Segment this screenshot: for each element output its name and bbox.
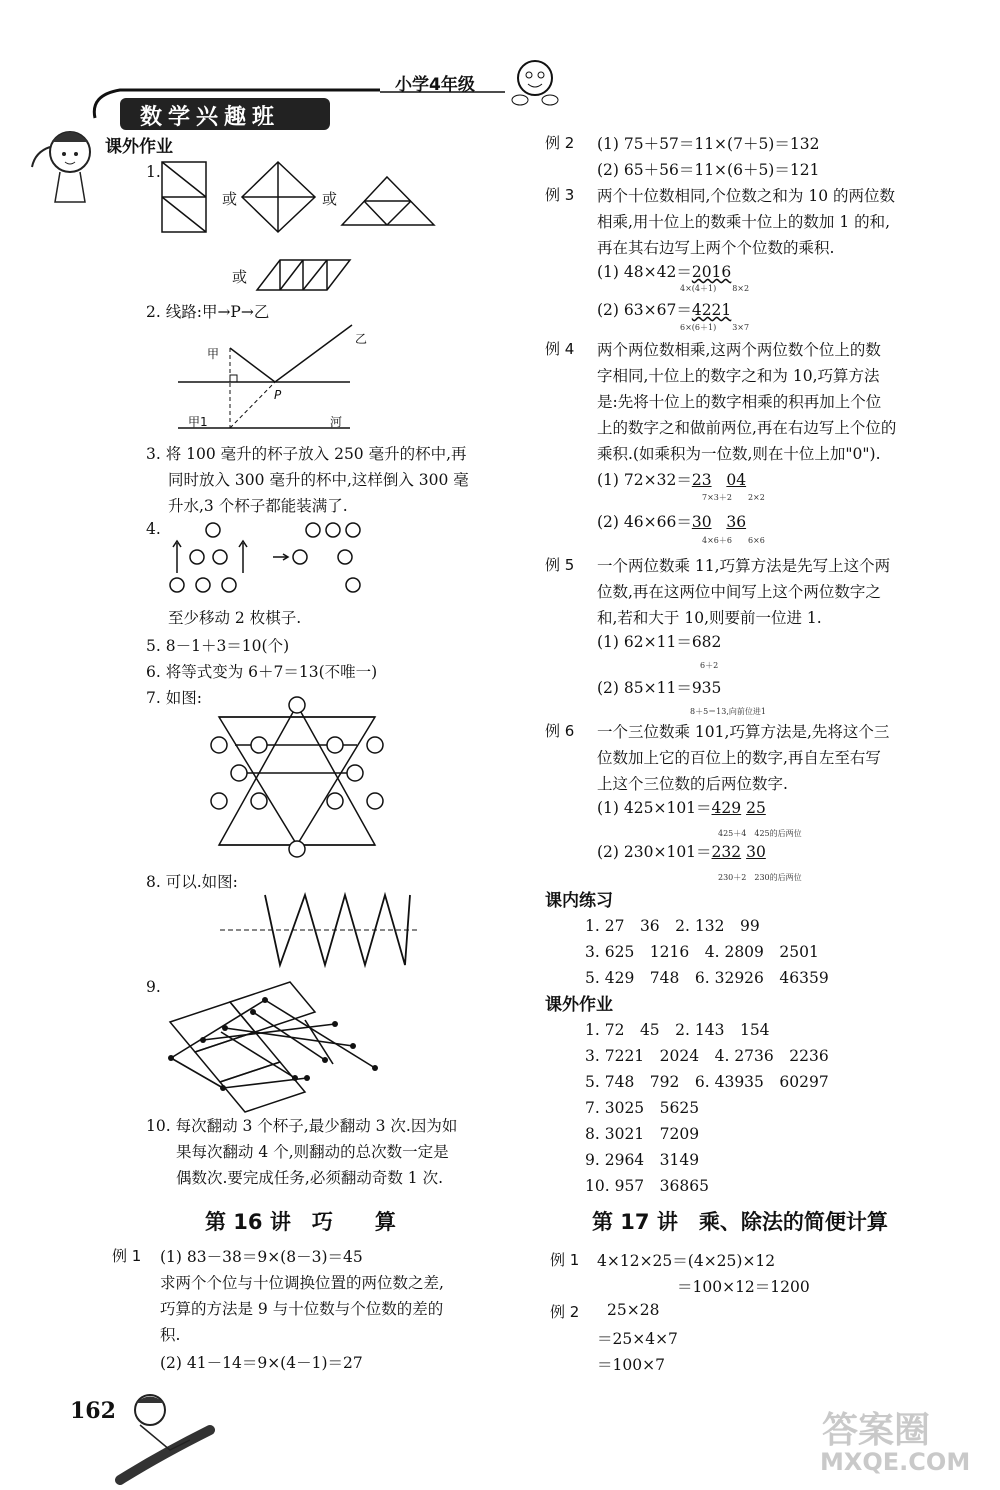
lecture-17-title: 第 17 讲 乘、除法的简便计算 <box>592 1210 888 1234</box>
ex6-desc-2: 位数加上它的百位上的数字,再自左至右写 <box>597 749 881 767</box>
q10-line-1: 10. 每次翻动 3 个杯子,最少翻动 3 次.因为如 <box>146 1117 458 1135</box>
l17-ex2-line-2: ＝25×4×7 <box>597 1330 678 1348</box>
q2-label-yi: 乙 <box>355 332 368 346</box>
class-practice-title: 课内练习 <box>545 891 613 911</box>
l17-ex1-line-1: 4×12×25＝(4×25)×12 <box>597 1252 776 1270</box>
ex3-desc-3: 再在其右边写上两个个位数的乘积. <box>597 239 835 257</box>
watermark-en: MXQE.COM <box>820 1448 971 1476</box>
ex4-label: 例 4 <box>545 340 575 358</box>
ex6-label: 例 6 <box>545 722 575 740</box>
ex4-desc-2: 字相同,十位上的数字之和为 10,巧算方法 <box>597 367 880 385</box>
l17-ex2-line-1: 25×28 <box>607 1301 660 1319</box>
homework-line-6: 9. 2964 3149 <box>585 1151 700 1169</box>
ex4-line-2 <box>597 510 746 532</box>
girl-illustration-icon <box>20 112 110 212</box>
ex6-line-1-a: 429 <box>711 799 742 817</box>
q4-number: 4. <box>146 520 161 538</box>
class-practice-line-2: 3. 625 1216 4. 2809 2501 <box>585 943 819 961</box>
ex6-line-2-a: 232 <box>711 843 742 861</box>
ex2-line-2: (2) 65＋56＝11×(6＋5)＝121 <box>597 161 820 179</box>
ex3-line-2-answer: 4221 <box>691 301 732 319</box>
ex4-line-2-b: 36 <box>726 513 747 531</box>
ex5-line-2: (2) 85×11＝935 <box>597 679 722 697</box>
l17-ex2-label: 例 2 <box>550 1303 580 1321</box>
homework-line-7: 10. 957 36865 <box>585 1177 709 1195</box>
lecture-16-title: 第 16 讲 巧 算 <box>205 1210 396 1234</box>
homework-line-4: 7. 3025 5625 <box>585 1099 700 1117</box>
q1-figure-parallelogram <box>255 258 355 293</box>
ex3-line-1-answer: 2016 <box>691 263 732 281</box>
ex6-line-2-b: 30 <box>746 843 766 861</box>
l17-ex1-label: 例 1 <box>550 1251 580 1269</box>
ex4-desc-1: 两个两位数相乘,这两个两位数个位上的数 <box>597 341 881 359</box>
l16-ex1-line1: (1) 83－38＝9×(8－3)＝45 <box>160 1248 363 1266</box>
l16-ex1-desc-2: 巧算的方法是 9 与十位数与个位数的差的 <box>160 1300 444 1318</box>
ex3-label: 例 3 <box>545 186 575 204</box>
ex5-label: 例 5 <box>545 556 575 574</box>
ex6-line-1-b: 25 <box>746 799 766 817</box>
class-practice-line-1: 1. 27 36 2. 132 99 <box>585 917 760 935</box>
ex4-line-1-a: 23 <box>691 471 712 489</box>
q1-or-2: 或 <box>322 190 338 208</box>
q1-or-1: 或 <box>222 190 238 208</box>
class-practice-line-3: 5. 429 748 6. 32926 46359 <box>585 969 829 987</box>
grade-label: 小学4年级 <box>395 75 475 95</box>
q3-line-3: 升水,3 个杯子都能装满了. <box>168 497 348 515</box>
q5-text: 5. 8－1＋3＝10(个) <box>146 637 290 655</box>
page-number: 162 <box>70 1398 116 1424</box>
q7-star-diagram <box>205 685 405 860</box>
q4-chess-diagram <box>165 515 375 605</box>
ex2-line-1: (1) 75＋57＝11×(7＋5)＝132 <box>597 135 820 153</box>
q4-text: 至少移动 2 枚棋子. <box>168 609 302 627</box>
book-title: 数学兴趣班 <box>140 105 281 130</box>
q9-grid-diagram <box>165 1000 395 1100</box>
ex3-desc-1: 两个十位数相同,个位数之和为 10 的两位数 <box>597 187 896 205</box>
ex4-line-1-note: 7×3＋2 2×2 <box>702 493 765 502</box>
ex6-desc-1: 一个三位数乘 101,巧算方法是,先将这个三 <box>597 723 890 741</box>
ex4-desc-3: 是:先将十位上的数字相乘的积再加上个位 <box>597 393 882 411</box>
watermark-cn: 答案圈 <box>822 1410 931 1451</box>
q8-zigzag-diagram <box>215 890 425 970</box>
ex6-line-2 <box>597 840 766 862</box>
homework-line-5: 8. 3021 7209 <box>585 1125 700 1143</box>
ex6-desc-3: 上这个三位数的后两位数字. <box>597 775 788 793</box>
ex4-desc-4: 上的数字之和做前两位,再在右边写上个位的 <box>597 419 897 437</box>
ex6-line-1-expr: (1) 425×101＝ <box>597 799 712 817</box>
homework-title-left: 课外作业 <box>105 137 173 157</box>
q1-or-3: 或 <box>232 268 248 286</box>
ex3-desc-2: 相乘,用十位上的数乘十位上的数加 1 的和, <box>597 213 891 231</box>
q6-text: 6. 将等式变为 6＋7＝13(不唯一) <box>146 663 378 681</box>
ex4-line-1 <box>597 468 746 490</box>
ex3-line-2-note: 6×(6＋1) 3×7 <box>680 323 750 332</box>
ex5-line-1: (1) 62×11＝682 <box>597 633 722 651</box>
ex3-line-1-expr: (1) 48×42＝ <box>597 263 692 281</box>
ex6-line-2-note: 230＋2 230的后两位 <box>718 873 802 882</box>
q7-text: 7. 如图: <box>146 689 202 707</box>
ex5-desc-3: 和,若和大于 10,则要前一位进 1. <box>597 609 822 627</box>
ex3-line-2 <box>597 298 731 320</box>
homework-line-2: 3. 7221 2024 4. 2736 2236 <box>585 1047 829 1065</box>
q2-label-jia1: 甲1 <box>188 415 208 429</box>
ex5-line-2-note: 8＋5＝13,向前位进1 <box>690 707 766 716</box>
q2-label-he: 河 <box>330 415 343 429</box>
q8-text: 8. 可以.如图: <box>146 873 238 891</box>
ex3-line-1-note: 4×(4＋1) 8×2 <box>680 284 750 293</box>
q3-line-1: 3. 将 100 毫升的杯子放入 250 毫升的杯中,再 <box>146 445 467 463</box>
ex5-line-1-note: 6＋2 <box>700 661 719 670</box>
ex4-desc-5: 乘积.(如乘积为一位数,则在十位上加"0"). <box>597 445 881 463</box>
l16-ex1-desc-1: 求两个个位与十位调换位置的两位数之差, <box>160 1274 444 1292</box>
ex6-line-2-expr: (2) 230×101＝ <box>597 843 712 861</box>
q1-figure-diamond <box>240 160 320 235</box>
ex4-line-2-a: 30 <box>691 513 712 531</box>
q3-line-2: 同时放入 300 毫升的杯中,这样倒入 300 毫 <box>168 471 469 489</box>
homework-line-1: 1. 72 45 2. 143 154 <box>585 1021 770 1039</box>
l16-ex1-desc-3: 积. <box>160 1326 181 1344</box>
q2-label-p: P <box>274 388 282 402</box>
ex4-line-2-expr: (2) 46×66＝ <box>597 513 692 531</box>
ex3-line-2-expr: (2) 63×67＝ <box>597 301 692 319</box>
l16-ex1-label: 例 1 <box>112 1247 142 1265</box>
boy-illustration-icon <box>100 1385 230 1485</box>
l17-ex1-line-2: ＝100×12＝1200 <box>677 1278 810 1296</box>
q2-text: 2. 线路:甲→P→乙 <box>146 303 270 321</box>
ex5-desc-1: 一个两位数乘 11,巧算方法是先写上这个两 <box>597 557 891 575</box>
ex4-line-1-b: 04 <box>726 471 747 489</box>
ex4-line-2-note: 4×6＋6 6×6 <box>702 536 765 545</box>
ex6-line-1 <box>597 796 766 818</box>
l16-ex1-line2: (2) 41－14＝9×(4－1)＝27 <box>160 1354 363 1372</box>
q1-figure-rect <box>160 160 210 235</box>
q9-number: 9. <box>146 978 161 996</box>
ex3-line-1 <box>597 260 731 282</box>
ex4-line-1-expr: (1) 72×32＝ <box>597 471 692 489</box>
l17-ex2-line-3: ＝100×7 <box>597 1356 665 1374</box>
homework-line-3: 5. 748 792 6. 43935 60297 <box>585 1073 829 1091</box>
ex6-line-1-note: 425＋4 425的后两位 <box>718 829 802 838</box>
smiley-icon <box>512 61 558 105</box>
homework-title-right: 课外作业 <box>545 995 613 1015</box>
q10-line-2: 果每次翻动 4 个,则翻动的总次数一定是 <box>176 1143 449 1161</box>
q10-line-3: 偶数次.要完成任务,必须翻动奇数 1 次. <box>176 1169 443 1187</box>
ex5-desc-2: 位数,再在这两位中间写上这个两位数字之 <box>597 583 881 601</box>
q1-figure-triangle <box>340 175 440 230</box>
q1-number: 1. <box>146 163 161 181</box>
ex2-label: 例 2 <box>545 134 575 152</box>
q2-label-jia: 甲 <box>207 347 220 361</box>
